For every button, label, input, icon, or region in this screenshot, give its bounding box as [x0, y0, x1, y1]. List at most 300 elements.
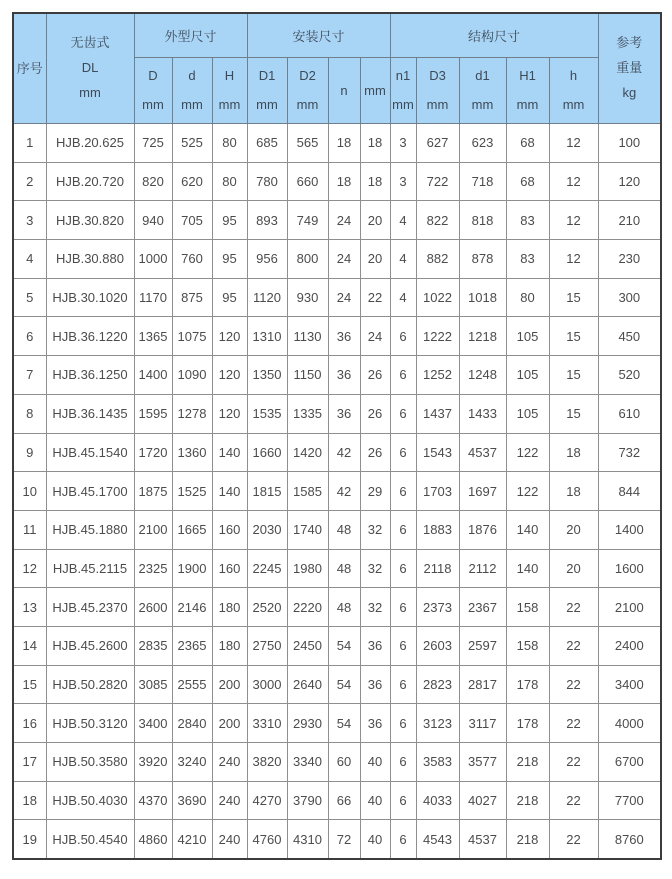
cell-D2: 4310: [287, 820, 328, 859]
cell-d: 2555: [172, 665, 212, 704]
cell-D3: 1252: [416, 356, 459, 395]
cell-H: 120: [212, 394, 247, 433]
cell-model: HJB.36.1220: [46, 317, 134, 356]
cell-D2: 2640: [287, 665, 328, 704]
cell-d1: 718: [459, 162, 506, 201]
cell-D2: 930: [287, 278, 328, 317]
cell-n1: 4: [390, 201, 416, 240]
cell-n1: 4: [390, 278, 416, 317]
cell-model: HJB.20.720: [46, 162, 134, 201]
col-header-seq: 序号: [13, 13, 46, 124]
cell-h: 12: [549, 124, 598, 163]
table-row: [13, 201, 661, 240]
col-header-hole-mm: mm: [360, 58, 390, 124]
cell-D3: 627: [416, 124, 459, 163]
col-header-D2-symbol: D2: [299, 67, 316, 83]
table-body: [13, 124, 661, 860]
table-row: [13, 278, 661, 317]
cell-H: 140: [212, 472, 247, 511]
cell-n1: 6: [390, 743, 416, 782]
table-header: [13, 13, 661, 124]
cell-h: 18: [549, 472, 598, 511]
cell-D1: 1310: [247, 317, 287, 356]
cell-H: 80: [212, 162, 247, 201]
cell-n: 36: [328, 394, 360, 433]
cell-n1: 6: [390, 626, 416, 665]
cell-n: 24: [328, 201, 360, 240]
cell-d: 620: [172, 162, 212, 201]
cell-h: 22: [549, 665, 598, 704]
cell-H1: 105: [506, 394, 549, 433]
cell-weight: 3400: [598, 665, 661, 704]
cell-D2: 3790: [287, 781, 328, 820]
cell-D2: 2930: [287, 704, 328, 743]
cell-D: 1000: [134, 240, 172, 279]
cell-D3: 882: [416, 240, 459, 279]
col-header-d1-unit: mm: [471, 96, 494, 112]
cell-h: 12: [549, 240, 598, 279]
col-header-D2-unit: mm: [296, 96, 319, 112]
cell-weight: 450: [598, 317, 661, 356]
header-group-row: [13, 13, 661, 58]
cell-H: 140: [212, 433, 247, 472]
cell-D3: 2603: [416, 626, 459, 665]
cell-weight: 1400: [598, 510, 661, 549]
cell-seq: 6: [13, 317, 46, 356]
cell-D2: 660: [287, 162, 328, 201]
cell-D3: 3583: [416, 743, 459, 782]
cell-H1: 140: [506, 549, 549, 588]
cell-d: 525: [172, 124, 212, 163]
table-row: [13, 781, 661, 820]
cell-h: 15: [549, 278, 598, 317]
cell-d1: 623: [459, 124, 506, 163]
cell-n: 60: [328, 743, 360, 782]
cell-weight: 2400: [598, 626, 661, 665]
cell-n: 18: [328, 162, 360, 201]
cell-n: 42: [328, 472, 360, 511]
cell-D2: 565: [287, 124, 328, 163]
table-row: [13, 124, 661, 163]
cell-H: 95: [212, 278, 247, 317]
cell-hole-mm: 40: [360, 743, 390, 782]
cell-h: 15: [549, 356, 598, 395]
cell-H1: 68: [506, 124, 549, 163]
table-row: [13, 820, 661, 859]
cell-H: 240: [212, 781, 247, 820]
cell-D2: 1740: [287, 510, 328, 549]
cell-d: 1075: [172, 317, 212, 356]
cell-D2: 800: [287, 240, 328, 279]
col-header-weight-line3: kg: [622, 84, 637, 100]
cell-n1: 6: [390, 820, 416, 859]
cell-d: 1278: [172, 394, 212, 433]
col-header-H-symbol: H: [224, 67, 235, 83]
cell-d: 2146: [172, 588, 212, 627]
cell-D: 2100: [134, 510, 172, 549]
table-row: [13, 510, 661, 549]
cell-D3: 1022: [416, 278, 459, 317]
cell-d: 3240: [172, 743, 212, 782]
col-header-weight-line1: 参考: [616, 35, 643, 51]
cell-D1: 1660: [247, 433, 287, 472]
cell-D: 4370: [134, 781, 172, 820]
cell-n: 48: [328, 588, 360, 627]
cell-h: 22: [549, 588, 598, 627]
cell-H1: 218: [506, 743, 549, 782]
cell-model: HJB.45.2370: [46, 588, 134, 627]
cell-n: 72: [328, 820, 360, 859]
cell-seq: 17: [13, 743, 46, 782]
col-header-d-symbol: d: [188, 67, 196, 83]
cell-d1: 1433: [459, 394, 506, 433]
cell-D: 1875: [134, 472, 172, 511]
cell-D: 1720: [134, 433, 172, 472]
cell-H1: 83: [506, 240, 549, 279]
cell-D1: 1815: [247, 472, 287, 511]
col-header-H1-symbol: H1: [519, 67, 536, 83]
cell-D: 940: [134, 201, 172, 240]
cell-n1: 4: [390, 240, 416, 279]
cell-D2: 2450: [287, 626, 328, 665]
cell-d: 1090: [172, 356, 212, 395]
cell-h: 22: [549, 781, 598, 820]
cell-seq: 7: [13, 356, 46, 395]
col-header-D: [134, 58, 172, 124]
col-header-h: [549, 58, 598, 124]
cell-d1: 3577: [459, 743, 506, 782]
table-row: [13, 549, 661, 588]
cell-model: HJB.45.1540: [46, 433, 134, 472]
cell-model: HJB.50.3580: [46, 743, 134, 782]
cell-n: 42: [328, 433, 360, 472]
cell-D: 3085: [134, 665, 172, 704]
col-header-H1: [506, 58, 549, 124]
cell-h: 12: [549, 162, 598, 201]
cell-hole-mm: 26: [360, 433, 390, 472]
cell-H1: 122: [506, 472, 549, 511]
col-header-h-symbol: h: [569, 67, 578, 83]
col-header-n1-symbol: n1: [395, 67, 411, 83]
cell-d: 4210: [172, 820, 212, 859]
cell-D3: 1703: [416, 472, 459, 511]
cell-d: 875: [172, 278, 212, 317]
cell-H1: 218: [506, 820, 549, 859]
cell-D1: 3310: [247, 704, 287, 743]
cell-H: 160: [212, 510, 247, 549]
cell-d1: 2597: [459, 626, 506, 665]
cell-seq: 1: [13, 124, 46, 163]
cell-n1: 6: [390, 781, 416, 820]
table-row: [13, 162, 661, 201]
cell-model: HJB.36.1435: [46, 394, 134, 433]
cell-hole-mm: 26: [360, 394, 390, 433]
table-row: [13, 588, 661, 627]
cell-seq: 3: [13, 201, 46, 240]
cell-D3: 2823: [416, 665, 459, 704]
cell-n: 54: [328, 704, 360, 743]
cell-D3: 3123: [416, 704, 459, 743]
cell-D1: 956: [247, 240, 287, 279]
cell-d: 760: [172, 240, 212, 279]
col-header-D2: [287, 58, 328, 124]
cell-D2: 1335: [287, 394, 328, 433]
cell-d: 1360: [172, 433, 212, 472]
col-header-d1: [459, 58, 506, 124]
cell-H: 95: [212, 240, 247, 279]
col-header-d-unit: mm: [181, 96, 203, 112]
cell-n1: 6: [390, 665, 416, 704]
cell-weight: 6700: [598, 743, 661, 782]
cell-d1: 4537: [459, 820, 506, 859]
cell-model: HJB.50.4540: [46, 820, 134, 859]
cell-H: 200: [212, 704, 247, 743]
cell-n: 66: [328, 781, 360, 820]
cell-seq: 12: [13, 549, 46, 588]
cell-D: 1400: [134, 356, 172, 395]
cell-n1: 6: [390, 472, 416, 511]
col-group-structure-dims: 结构尺寸: [390, 13, 598, 58]
cell-h: 20: [549, 510, 598, 549]
cell-seq: 18: [13, 781, 46, 820]
cell-D: 1170: [134, 278, 172, 317]
cell-model: HJB.30.1020: [46, 278, 134, 317]
cell-h: 20: [549, 549, 598, 588]
cell-H1: 83: [506, 201, 549, 240]
cell-D2: 1980: [287, 549, 328, 588]
col-header-model-line3: mm: [79, 84, 101, 100]
cell-H: 240: [212, 820, 247, 859]
cell-hole-mm: 32: [360, 588, 390, 627]
cell-weight: 210: [598, 201, 661, 240]
cell-n: 18: [328, 124, 360, 163]
cell-d1: 3117: [459, 704, 506, 743]
cell-D3: 2373: [416, 588, 459, 627]
col-group-install-dims: 安装尺寸: [247, 13, 390, 58]
cell-d: 3690: [172, 781, 212, 820]
cell-H: 240: [212, 743, 247, 782]
cell-d1: 1218: [459, 317, 506, 356]
cell-weight: 7700: [598, 781, 661, 820]
cell-D2: 1585: [287, 472, 328, 511]
cell-d: 1665: [172, 510, 212, 549]
cell-hole-mm: 40: [360, 781, 390, 820]
cell-model: HJB.36.1250: [46, 356, 134, 395]
cell-weight: 300: [598, 278, 661, 317]
cell-D1: 1350: [247, 356, 287, 395]
col-header-D1-unit: mm: [256, 96, 278, 112]
cell-h: 15: [549, 394, 598, 433]
cell-hole-mm: 18: [360, 124, 390, 163]
cell-hole-mm: 22: [360, 278, 390, 317]
col-header-n1-unit: mm: [392, 96, 414, 112]
cell-D1: 4760: [247, 820, 287, 859]
cell-model: HJB.50.4030: [46, 781, 134, 820]
cell-n1: 6: [390, 549, 416, 588]
cell-weight: 120: [598, 162, 661, 201]
cell-H1: 122: [506, 433, 549, 472]
cell-seq: 19: [13, 820, 46, 859]
cell-n1: 6: [390, 317, 416, 356]
cell-H1: 105: [506, 356, 549, 395]
cell-n1: 3: [390, 162, 416, 201]
cell-seq: 4: [13, 240, 46, 279]
cell-seq: 14: [13, 626, 46, 665]
cell-D2: 2220: [287, 588, 328, 627]
cell-model: HJB.20.625: [46, 124, 134, 163]
cell-model: HJB.45.1880: [46, 510, 134, 549]
cell-n1: 3: [390, 124, 416, 163]
col-header-weight-line2: 重量: [616, 60, 643, 76]
cell-hole-mm: 36: [360, 704, 390, 743]
cell-D1: 4270: [247, 781, 287, 820]
col-header-n: n: [328, 58, 360, 124]
cell-n: 24: [328, 240, 360, 279]
cell-D3: 4543: [416, 820, 459, 859]
col-header-weight: [598, 13, 661, 124]
cell-seq: 8: [13, 394, 46, 433]
cell-D: 725: [134, 124, 172, 163]
cell-hole-mm: 36: [360, 626, 390, 665]
cell-H1: 158: [506, 626, 549, 665]
cell-d: 1525: [172, 472, 212, 511]
cell-model: HJB.45.1700: [46, 472, 134, 511]
cell-D: 820: [134, 162, 172, 201]
cell-H1: 80: [506, 278, 549, 317]
cell-D3: 1883: [416, 510, 459, 549]
col-header-model: [46, 13, 134, 124]
cell-hole-mm: 20: [360, 240, 390, 279]
cell-h: 22: [549, 704, 598, 743]
cell-D3: 1437: [416, 394, 459, 433]
cell-D1: 685: [247, 124, 287, 163]
cell-D: 2835: [134, 626, 172, 665]
cell-n1: 6: [390, 394, 416, 433]
col-header-d1-symbol: d1: [475, 67, 490, 83]
cell-H1: 158: [506, 588, 549, 627]
cell-n: 24: [328, 278, 360, 317]
cell-n: 54: [328, 665, 360, 704]
cell-H: 180: [212, 626, 247, 665]
cell-seq: 15: [13, 665, 46, 704]
cell-D1: 2245: [247, 549, 287, 588]
cell-seq: 16: [13, 704, 46, 743]
cell-weight: 8760: [598, 820, 661, 859]
col-header-n1: [390, 58, 416, 124]
cell-model: HJB.30.820: [46, 201, 134, 240]
cell-D: 3400: [134, 704, 172, 743]
table-row: [13, 704, 661, 743]
cell-D2: 1130: [287, 317, 328, 356]
cell-D1: 1535: [247, 394, 287, 433]
cell-D3: 822: [416, 201, 459, 240]
table-row: [13, 394, 661, 433]
cell-h: 15: [549, 317, 598, 356]
cell-D3: 2118: [416, 549, 459, 588]
table-row: [13, 665, 661, 704]
cell-d1: 4537: [459, 433, 506, 472]
cell-D1: 780: [247, 162, 287, 201]
cell-n: 48: [328, 510, 360, 549]
cell-weight: 520: [598, 356, 661, 395]
cell-model: HJB.50.2820: [46, 665, 134, 704]
cell-D2: 1420: [287, 433, 328, 472]
cell-hole-mm: 26: [360, 356, 390, 395]
cell-weight: 2100: [598, 588, 661, 627]
cell-seq: 9: [13, 433, 46, 472]
cell-H1: 140: [506, 510, 549, 549]
cell-hole-mm: 32: [360, 510, 390, 549]
col-group-outline-dims: 外型尺寸: [134, 13, 247, 58]
cell-n1: 6: [390, 510, 416, 549]
cell-H: 180: [212, 588, 247, 627]
cell-H: 120: [212, 356, 247, 395]
cell-hole-mm: 20: [360, 201, 390, 240]
table-row: [13, 743, 661, 782]
cell-D2: 749: [287, 201, 328, 240]
cell-d1: 1018: [459, 278, 506, 317]
cell-d1: 1697: [459, 472, 506, 511]
cell-D1: 3000: [247, 665, 287, 704]
cell-n1: 6: [390, 588, 416, 627]
cell-d1: 1248: [459, 356, 506, 395]
col-header-D1: [247, 58, 287, 124]
cell-n: 48: [328, 549, 360, 588]
cell-D1: 2520: [247, 588, 287, 627]
cell-D: 2325: [134, 549, 172, 588]
cell-seq: 10: [13, 472, 46, 511]
cell-D2: 3340: [287, 743, 328, 782]
cell-hole-mm: 18: [360, 162, 390, 201]
cell-D: 3920: [134, 743, 172, 782]
cell-model: HJB.50.3120: [46, 704, 134, 743]
cell-H: 80: [212, 124, 247, 163]
cell-H: 200: [212, 665, 247, 704]
cell-n: 54: [328, 626, 360, 665]
cell-n: 36: [328, 356, 360, 395]
cell-D: 1595: [134, 394, 172, 433]
cell-H1: 218: [506, 781, 549, 820]
cell-model: HJB.45.2600: [46, 626, 134, 665]
cell-D3: 722: [416, 162, 459, 201]
cell-hole-mm: 36: [360, 665, 390, 704]
cell-weight: 1600: [598, 549, 661, 588]
table-row: [13, 472, 661, 511]
cell-H1: 178: [506, 704, 549, 743]
cell-model: HJB.30.880: [46, 240, 134, 279]
cell-d1: 2817: [459, 665, 506, 704]
cell-D1: 2030: [247, 510, 287, 549]
cell-D1: 893: [247, 201, 287, 240]
cell-weight: 100: [598, 124, 661, 163]
cell-H1: 178: [506, 665, 549, 704]
cell-H1: 68: [506, 162, 549, 201]
spec-table: [12, 12, 662, 860]
cell-hole-mm: 24: [360, 317, 390, 356]
cell-D3: 1543: [416, 433, 459, 472]
col-header-model-line1: 无齿式: [70, 35, 110, 51]
table-row: [13, 240, 661, 279]
col-header-D-unit: mm: [142, 96, 164, 112]
table-row: [13, 317, 661, 356]
cell-weight: 230: [598, 240, 661, 279]
cell-D1: 1120: [247, 278, 287, 317]
cell-H: 160: [212, 549, 247, 588]
col-header-D-symbol: D: [148, 67, 158, 83]
cell-d1: 4027: [459, 781, 506, 820]
table-row: [13, 433, 661, 472]
cell-H: 120: [212, 317, 247, 356]
